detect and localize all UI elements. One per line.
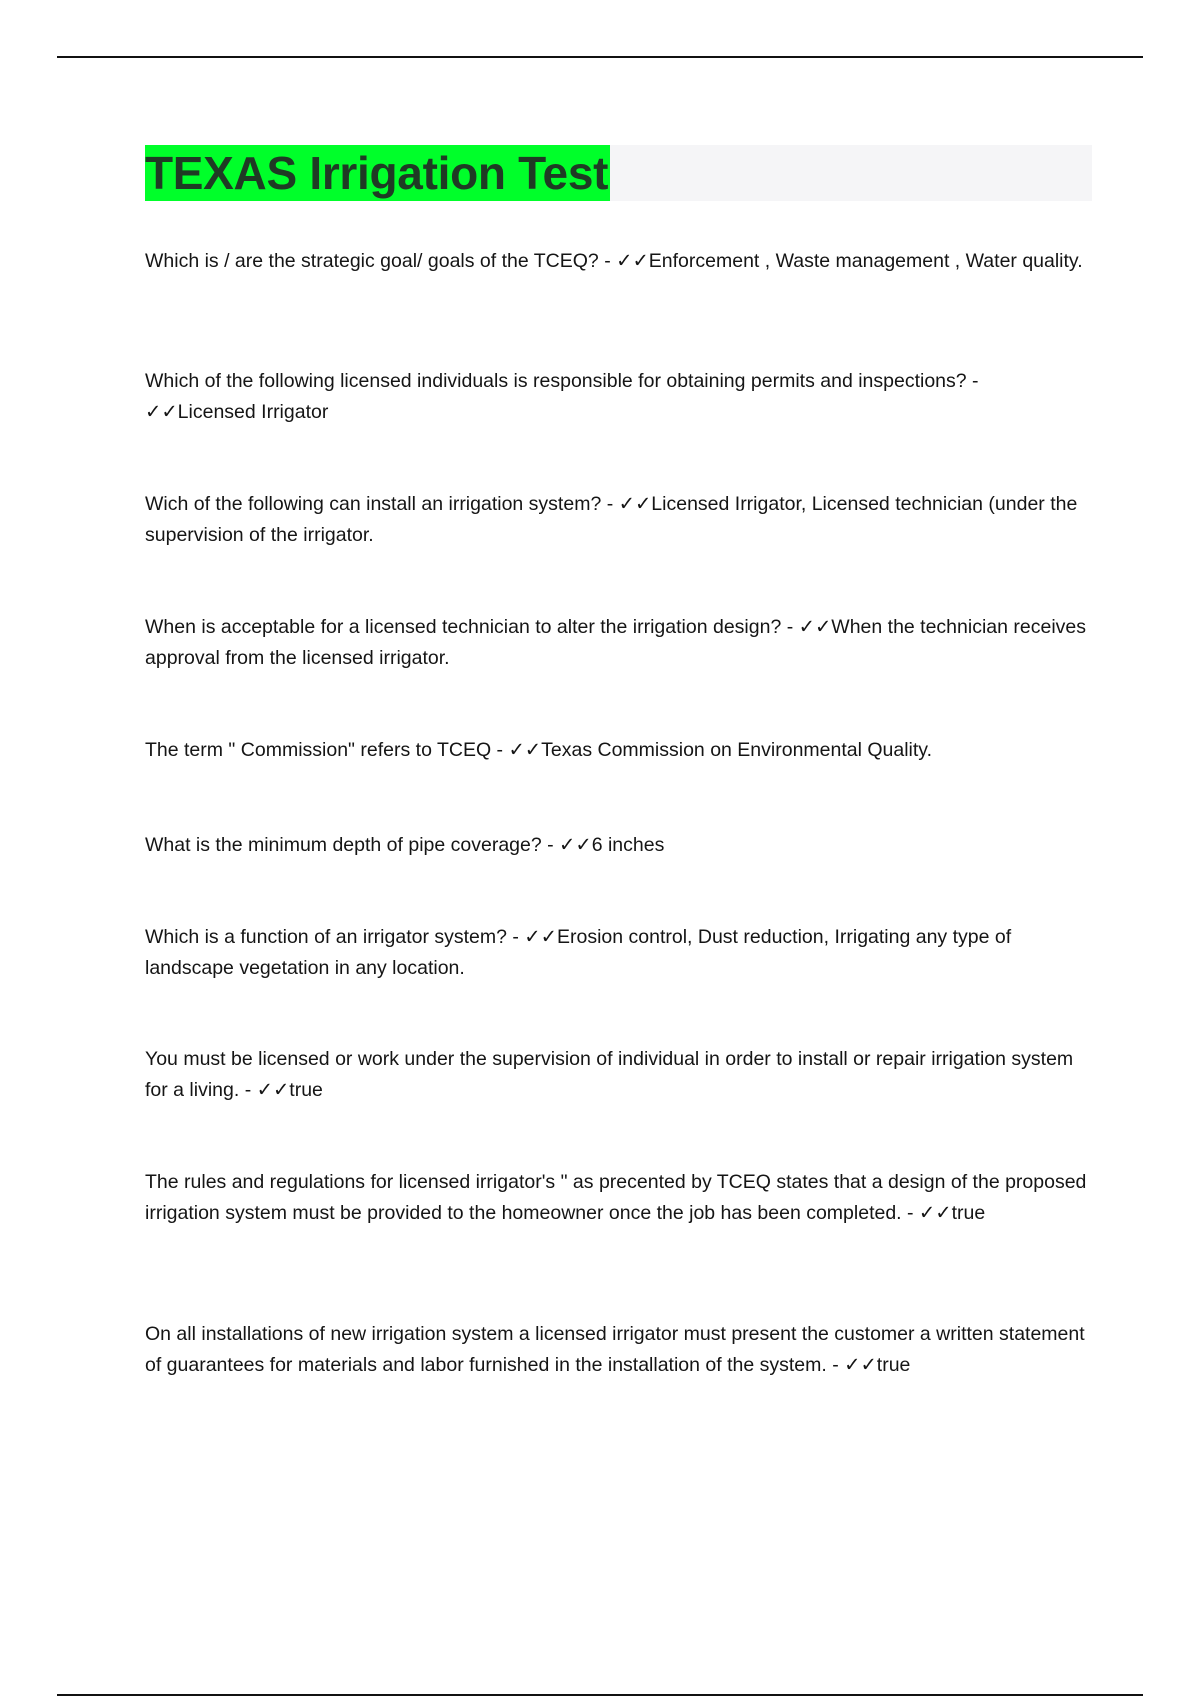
qa-item-9: The rules and regulations for licensed irrigator's " as precented by TCEQ states that a design of the proposed irrigation system must be provided to the homeowner once the job has been completed. - ✓✓true <box>145 1171 1087 1224</box>
qa-item-3: Wich of the following can install an irrigation system? - ✓✓Licensed Irrigator, Licensed technician (under the supervision of the irrigator. <box>145 493 1078 546</box>
page-title: TEXAS Irrigation Test <box>145 147 609 199</box>
qa-item-2: Which of the following licensed individuals is responsible for obtaining permits and inspections? - ✓✓Licensed Irrigator <box>145 370 979 423</box>
qa-item-10: On all installations of new irrigation system a licensed irrigator must present the customer a written statement of guarantees for materials and labor furnished in the installation of the system. - ✓✓true <box>145 1323 1085 1376</box>
qa-item-8: You must be licensed or work under the supervision of individual in order to install or repair irrigation system for a living. - ✓✓true <box>145 1048 1074 1101</box>
qa-item-4: When is acceptable for a licensed technician to alter the irrigation design? - ✓✓When the technician receives approval from the licensed irrigator. <box>145 616 1087 669</box>
bottom-rule <box>57 1694 1143 1696</box>
qa-item-6: What is the minimum depth of pipe coverage? - ✓✓6 inches <box>145 834 665 856</box>
qa-item-1: Which is / are the strategic goal/ goals of the TCEQ? - ✓✓Enforcement , Waste management , Water quality. <box>145 250 1083 272</box>
qa-item-5: The term " Commission" refers to TCEQ - ✓✓Texas Commission on Environmental Quality. <box>145 739 933 761</box>
top-rule <box>57 56 1143 58</box>
qa-item-7: Which is a function of an irrigator system? - ✓✓Erosion control, Dust reduction, Irrigating any type of landscape vegetation in any location. <box>145 926 1012 979</box>
